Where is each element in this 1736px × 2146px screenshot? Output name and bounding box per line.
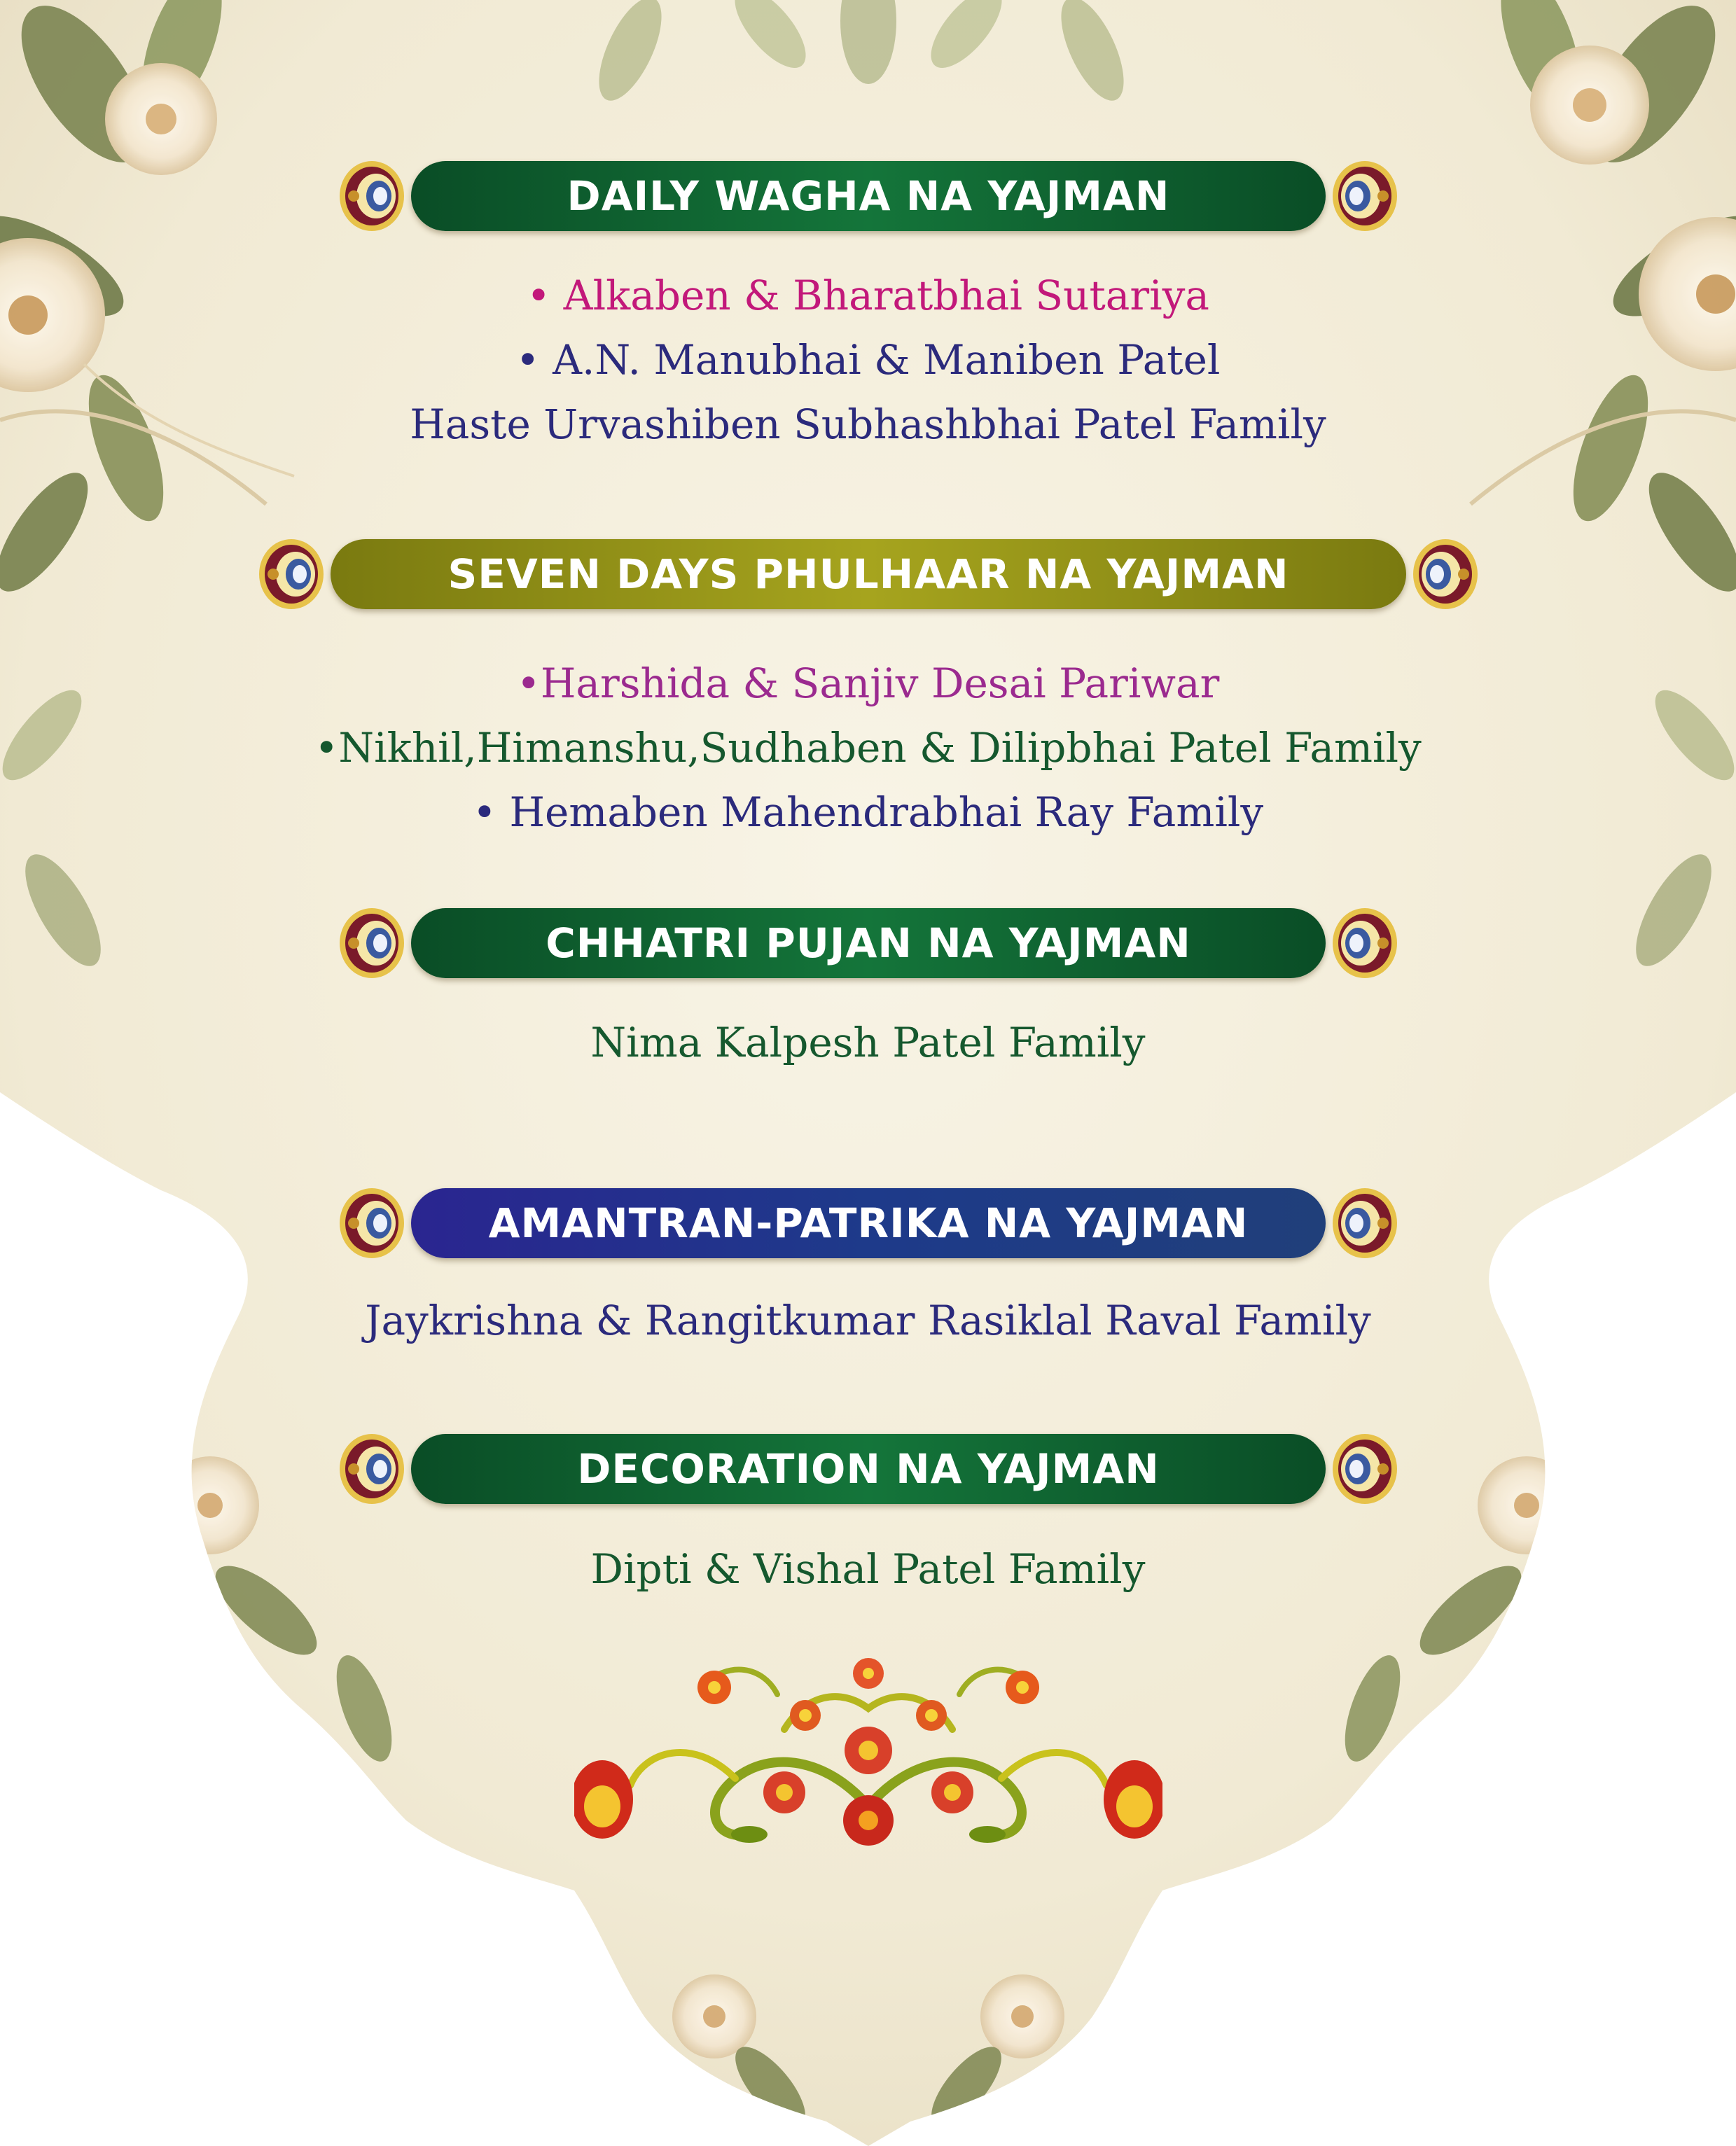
section-names: [0, 1288, 1736, 1353]
section-title: CHHATRI PUJAN NA YAJMAN: [546, 919, 1191, 967]
paisley-ornament-icon: [252, 535, 331, 613]
paisley-ornament-icon: [1326, 1430, 1404, 1508]
paisley-ornament-icon: [333, 1430, 411, 1508]
name-line: Dipti & Vishal Patel Family: [590, 1545, 1146, 1593]
band-bar: [411, 161, 1326, 231]
section-title: SEVEN DAYS PHULHAAR NA YAJMAN: [447, 550, 1289, 598]
section-band-amantran-patrika: [333, 1188, 1404, 1258]
section-band-chhatri-pujan: [333, 908, 1404, 978]
name-line: Haste Urvashiben Subhashbhai Patel Family: [410, 400, 1326, 448]
section-band-seven-days-phulhaar: [252, 539, 1485, 609]
section-title: DAILY WAGHA NA YAJMAN: [567, 172, 1170, 220]
section-names: [0, 1010, 1736, 1075]
paisley-ornament-icon: [1406, 535, 1485, 613]
name-line: • A.N. Manubhai & Maniben Patel: [515, 336, 1221, 384]
section-names: [0, 651, 1736, 844]
paisley-ornament-icon: [1326, 904, 1404, 982]
section-names: [0, 263, 1736, 457]
section-names: [0, 1537, 1736, 1601]
paisley-ornament-icon: [333, 904, 411, 982]
paisley-ornament-icon: [1326, 157, 1404, 235]
floral-scroll-ornament: [574, 1631, 1162, 1855]
band-bar: [331, 539, 1406, 609]
band-bar: [411, 1188, 1326, 1258]
band-bar: [411, 908, 1326, 978]
band-bar: [411, 1434, 1326, 1504]
section-band-daily-wagha: [333, 161, 1404, 231]
name-line: •Nikhil,Himanshu,Sudhaben & Dilipbhai Patel Family: [314, 724, 1422, 772]
paisley-ornament-icon: [333, 157, 411, 235]
name-line: Jaykrishna & Rangitkumar Rasiklal Raval Family: [365, 1297, 1371, 1344]
section-title: DECORATION NA YAJMAN: [577, 1445, 1160, 1493]
paisley-ornament-icon: [1326, 1184, 1404, 1262]
section-band-decoration: [333, 1434, 1404, 1504]
name-line: •Harshida & Sanjiv Desai Pariwar: [516, 660, 1220, 707]
paisley-ornament-icon: [333, 1184, 411, 1262]
section-title: AMANTRAN-PATRIKA NA YAJMAN: [488, 1199, 1249, 1247]
name-line: • Alkaben & Bharatbhai Sutariya: [527, 272, 1209, 319]
name-line: Nima Kalpesh Patel Family: [590, 1019, 1146, 1066]
name-line: • Hemaben Mahendrabhai Ray Family: [472, 788, 1264, 836]
